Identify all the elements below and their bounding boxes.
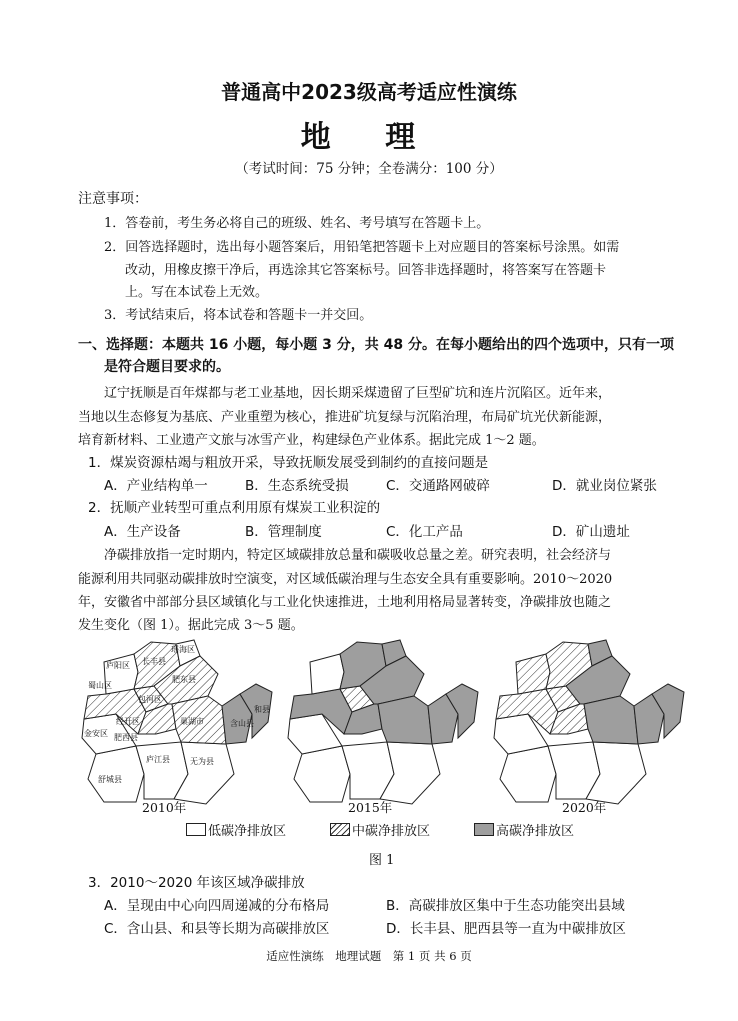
passage-line: 净碳排放指一定时期内，特定区域碳排放总量和碳吸收总量之差。研究表明，社会经济与 bbox=[104, 548, 612, 563]
question-stem: 2．抚顺产业转型可重点利用原有煤炭工业积淀的 bbox=[88, 500, 381, 516]
map-2015 bbox=[288, 640, 478, 804]
note-item: 上。写在本试卷上无效。 bbox=[125, 285, 269, 300]
option: C．交通路网破碎 bbox=[386, 478, 490, 494]
label-hanshan: 含山县 bbox=[230, 719, 254, 728]
figure-1-maps bbox=[76, 634, 688, 814]
map-2020 bbox=[494, 640, 684, 804]
option: A．呈现由中心向四周递减的分布格局 bbox=[104, 898, 330, 914]
label-shucheng: 舒城县 bbox=[98, 775, 122, 784]
note-item: 1．答卷前，考生务必将自己的班级、姓名、考号填写在答题卡上。 bbox=[104, 216, 490, 231]
label-feidong: 肥东县 bbox=[172, 675, 196, 684]
option: B．高碳排放区集中于生态功能突出县域 bbox=[386, 898, 625, 914]
legend-swatch-mid bbox=[330, 823, 350, 836]
option: A．生产设备 bbox=[104, 524, 181, 540]
label-feixi: 肥西县 bbox=[114, 733, 138, 742]
note-item: 3．考试结束后，将本试卷和答题卡一并交回。 bbox=[104, 308, 373, 323]
option: D．就业岗位紧张 bbox=[552, 478, 657, 494]
subject-title: 地 理 bbox=[300, 120, 438, 155]
page-footer: 适应性演练 地理试题 第 1 页 共 6 页 bbox=[266, 949, 472, 963]
option: B．生态系统受损 bbox=[245, 478, 349, 494]
year-label-2020: 2020年 bbox=[562, 800, 607, 815]
notes-heading: 注意事项： bbox=[78, 191, 148, 207]
year-label-2015: 2015年 bbox=[348, 800, 393, 815]
label-changfeng: 长丰县 bbox=[142, 657, 166, 666]
figure-caption: 图 1 bbox=[369, 853, 395, 868]
note-item: 2．回答选择题时，选出每小题答案后，用铅笔把答题卡上对应题目的答案标号涂黑。如需 bbox=[104, 240, 620, 255]
option: C．化工产品 bbox=[386, 524, 463, 540]
question-stem: 1．煤炭资源枯竭与粗放开采，导致抚顺发展受到制约的直接问题是 bbox=[88, 455, 489, 471]
passage-line: 培育新材料、工业遗产文旅与冰雪产业，构建绿色产业体系。据此完成 1～2 题。 bbox=[78, 433, 545, 448]
passage-line: 辽宁抚顺是百年煤都与老工业基地，因长期采煤遗留了巨型矿坑和连片沉陷区。近年来， bbox=[104, 386, 612, 401]
option: A．产业结构单一 bbox=[104, 478, 208, 494]
passage-line: 当地以生态修复为基底、产业重塑为核心，推进矿坑复绿与沉陷治理，布局矿坑光伏新能源， bbox=[78, 410, 612, 425]
legend-swatch-high bbox=[474, 823, 494, 836]
label-hexian: 和县 bbox=[254, 705, 270, 714]
exam-title: 普通高中2023级高考适应性演练 bbox=[221, 80, 517, 104]
legend-low: 低碳净排放区 bbox=[208, 824, 287, 839]
option: B．管理制度 bbox=[245, 524, 322, 540]
label-jingkai: 经开区 bbox=[116, 717, 140, 726]
option: D．长丰县、肥西县等一直为中碳排放区 bbox=[386, 921, 626, 937]
passage-line: 能源利用共同驱动碳排放时空演变，对区域低碳治理与生态安全具有重要影响。2010～2020 bbox=[78, 572, 613, 587]
exam-info: （考试时间：75 分钟；全卷满分：100 分） bbox=[235, 161, 503, 177]
legend-mid: 中碳净排放区 bbox=[352, 824, 431, 839]
option: D．矿山遗址 bbox=[552, 524, 630, 540]
label-shushan: 蜀山区 bbox=[88, 681, 112, 690]
year-label-2010: 2010年 bbox=[142, 800, 187, 815]
label-luyang: 庐阳区 bbox=[106, 661, 130, 670]
option: C．含山县、和县等长期为高碳排放区 bbox=[104, 921, 330, 937]
passage-line: 年，安徽省中部部分县区域镇化与工业化快速推进，土地利用格局显著转变，净碳排放也随之 bbox=[78, 595, 612, 610]
section-heading: 一、选择题：本题共 16 小题，每小题 3 分，共 48 分。在每小题给出的四个选项中，只有一项 bbox=[78, 337, 674, 353]
label-yaohai: 瑶海区 bbox=[171, 645, 195, 654]
label-lujiang: 庐江县 bbox=[146, 755, 170, 764]
question-stem: 3．2010～2020 年该区域净碳排放 bbox=[88, 875, 305, 891]
legend-high: 高碳净排放区 bbox=[496, 824, 575, 839]
label-jinan: 金安区 bbox=[84, 729, 108, 738]
legend-swatch-low bbox=[186, 823, 206, 836]
label-wuwei: 无为县 bbox=[190, 757, 214, 766]
passage-line: 发生变化（图 1）。据此完成 3～5 题。 bbox=[78, 618, 304, 633]
label-chaohu: 巢湖市 bbox=[180, 717, 204, 726]
note-item: 改动，用橡皮擦干净后，再选涂其它答案标号。回答非选择题时，将答案写在答题卡 bbox=[125, 263, 607, 278]
section-heading-cont: 是符合题目要求的。 bbox=[104, 359, 230, 375]
label-baohe: 包河区 bbox=[138, 695, 162, 704]
